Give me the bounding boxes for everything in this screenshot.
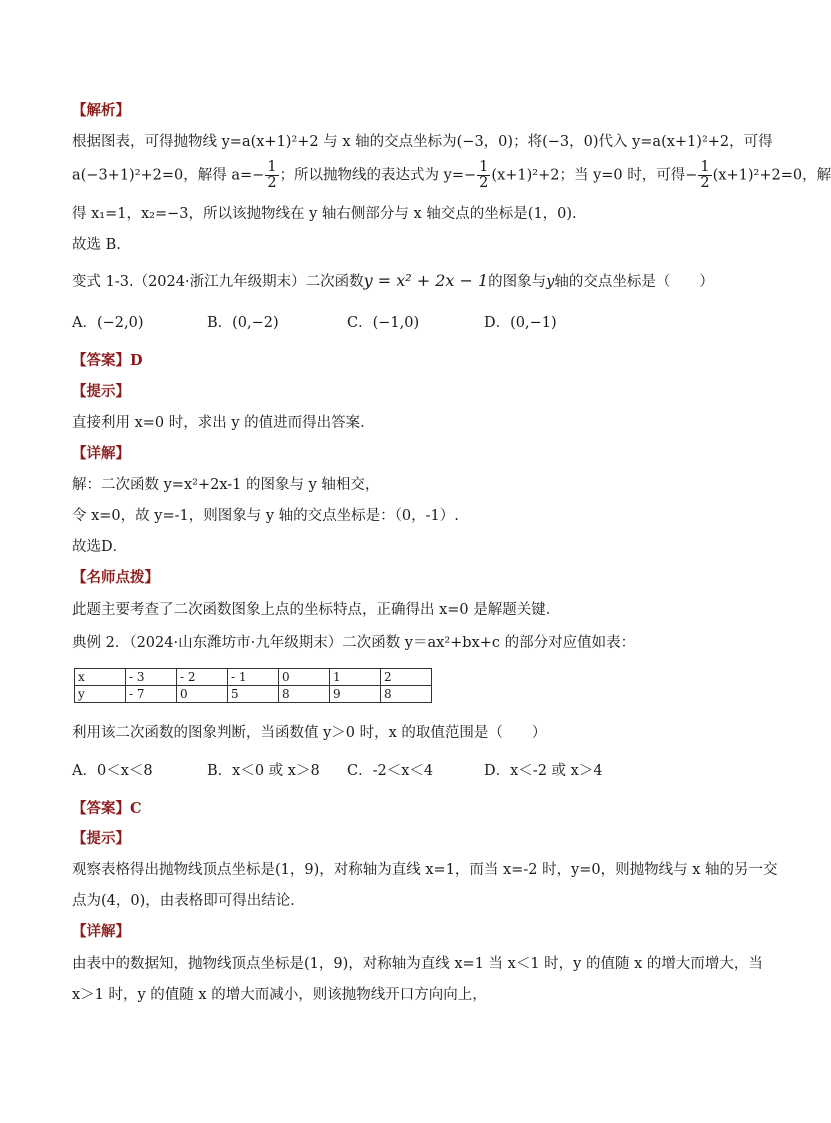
analysis-line-2 — [72, 160, 831, 191]
table-cell: 1 — [330, 669, 381, 686]
analysis-line-2-a: a(−3+1)²+2=0，解得 a=− — [72, 167, 265, 184]
table-cell: 0 — [177, 686, 228, 703]
q2-option-c: C．(−1,0) — [347, 315, 420, 331]
fraction-1: $\frac{1}{2}$ — [267, 159, 277, 191]
table-cell: 9 — [330, 686, 381, 703]
table-cell: 2 — [381, 669, 432, 686]
q2-stem-b: 的图象与 — [488, 274, 547, 290]
q2-detail-heading: 【详解】 — [72, 445, 130, 462]
q2-options — [72, 313, 557, 333]
table-cell: 0 — [279, 669, 330, 686]
table-cell: - 2 — [177, 669, 228, 686]
table-row — [75, 669, 432, 686]
table-cell: - 3 — [126, 669, 177, 686]
q3-hint-heading: 【提示】 — [72, 830, 130, 847]
q2-option-b: B．(0,−2) — [207, 315, 279, 331]
q2-hint-heading: 【提示】 — [72, 383, 130, 400]
table-row — [75, 686, 432, 703]
table-cell: x — [75, 669, 126, 686]
q3-option-a: A．0＜x＜8 — [72, 763, 153, 779]
value-table — [74, 668, 432, 703]
analysis-line-3: 得 x₁=1，x₂=−3，所以该抛物线在 y 轴右侧部分与 x 轴交点的坐标是(1，0). — [72, 206, 577, 222]
q2-detail-2: 令 x=0，故 y=-1，则图象与 y 轴的交点坐标是：（0，-1）. — [72, 508, 459, 524]
q2-function: y = x² + 2x − 1 — [363, 271, 489, 290]
q3-question: 利用该二次函数的图象判断，当函数值 y＞0 时，x 的取值范围是（ ） — [72, 725, 547, 741]
question-example-2: 典例 2．（2024·山东潍坊市·九年级期末）二次函数 y＝ax²+bx+c 的部分对应值如表： — [72, 635, 636, 651]
analysis-conclusion: 故选 B. — [72, 237, 121, 253]
table-cell: 5 — [228, 686, 279, 703]
q3-option-b: B．x＜0 或 x＞8 — [207, 763, 320, 779]
q2-stem-a: 变式 1-3.（2024·浙江九年级期末）二次函数 — [72, 274, 364, 290]
question-variant-1-3 — [72, 271, 714, 292]
q2-hint: 直接利用 x=0 时，求出 y 的值进而得出答案． — [72, 415, 375, 431]
q2-teacher-note: 此题主要考查了二次函数图象上点的坐标特点，正确得出 x=0 是解题关键． — [72, 602, 561, 618]
q3-option-c: C．-2＜x＜4 — [347, 763, 434, 779]
q2-var-y: y — [546, 274, 555, 290]
table-cell: y — [75, 686, 126, 703]
table-cell: 8 — [279, 686, 330, 703]
fraction-2: $\frac{1}{2}$ — [479, 159, 489, 191]
q3-detail-1: 由表中的数据知，抛物线顶点坐标是(1，9)，对称轴为直线 x=1 当 x＜1 时，y 的值随 x 的增大而增大，当 — [72, 956, 763, 972]
q2-teacher-heading: 【名师点拨】 — [72, 569, 159, 586]
q3-options — [72, 761, 603, 781]
analysis-line-1: 根据图表，可得抛物线 y=a(x+1)²+2 与 x 轴的交点坐标为(−3，0)；将(−3，0)代入 y=a(x+1)²+2，可得 — [72, 134, 773, 150]
q2-option-a: A．(−2,0) — [72, 315, 144, 331]
table-cell: 8 — [381, 686, 432, 703]
analysis-line-2-d: (x+1)²+2=0，解 — [712, 167, 831, 184]
table-cell: - 7 — [126, 686, 177, 703]
q3-option-d: D．x＜-2 或 x＞4 — [484, 763, 603, 779]
q2-detail-1: 解：二次函数 y=x²+2x-1 的图象与 y 轴相交， — [72, 477, 380, 493]
fraction-3: $\frac{1}{2}$ — [700, 159, 710, 191]
q2-answer: 【答案】D — [72, 352, 143, 369]
table-cell: - 1 — [228, 669, 279, 686]
q2-stem-c: 轴的交点坐标是（ ） — [554, 274, 714, 290]
q3-hint-1: 观察表格得出抛物线顶点坐标是(1，9)，对称轴为直线 x=1，而当 x=-2 时，y=0，则抛物线与 x 轴的另一交 — [72, 862, 778, 878]
q2-detail-3: 故选D． — [72, 539, 128, 555]
q2-option-d: D．(0,−1) — [484, 315, 557, 331]
q3-detail-heading: 【详解】 — [72, 923, 130, 940]
q3-answer: 【答案】C — [72, 800, 142, 817]
q3-detail-2: x＞1 时，y 的值随 x 的增大而减小，则该抛物线开口方向向上， — [72, 987, 487, 1003]
analysis-line-2-c: (x+1)²+2；当 y=0 时，可得− — [491, 167, 698, 184]
analysis-heading: 【解析】 — [72, 102, 130, 119]
analysis-line-2-b: ；所以抛物线的表达式为 y=− — [279, 167, 477, 184]
q3-hint-2: 点为(4，0)，由表格即可得出结论． — [72, 893, 305, 909]
